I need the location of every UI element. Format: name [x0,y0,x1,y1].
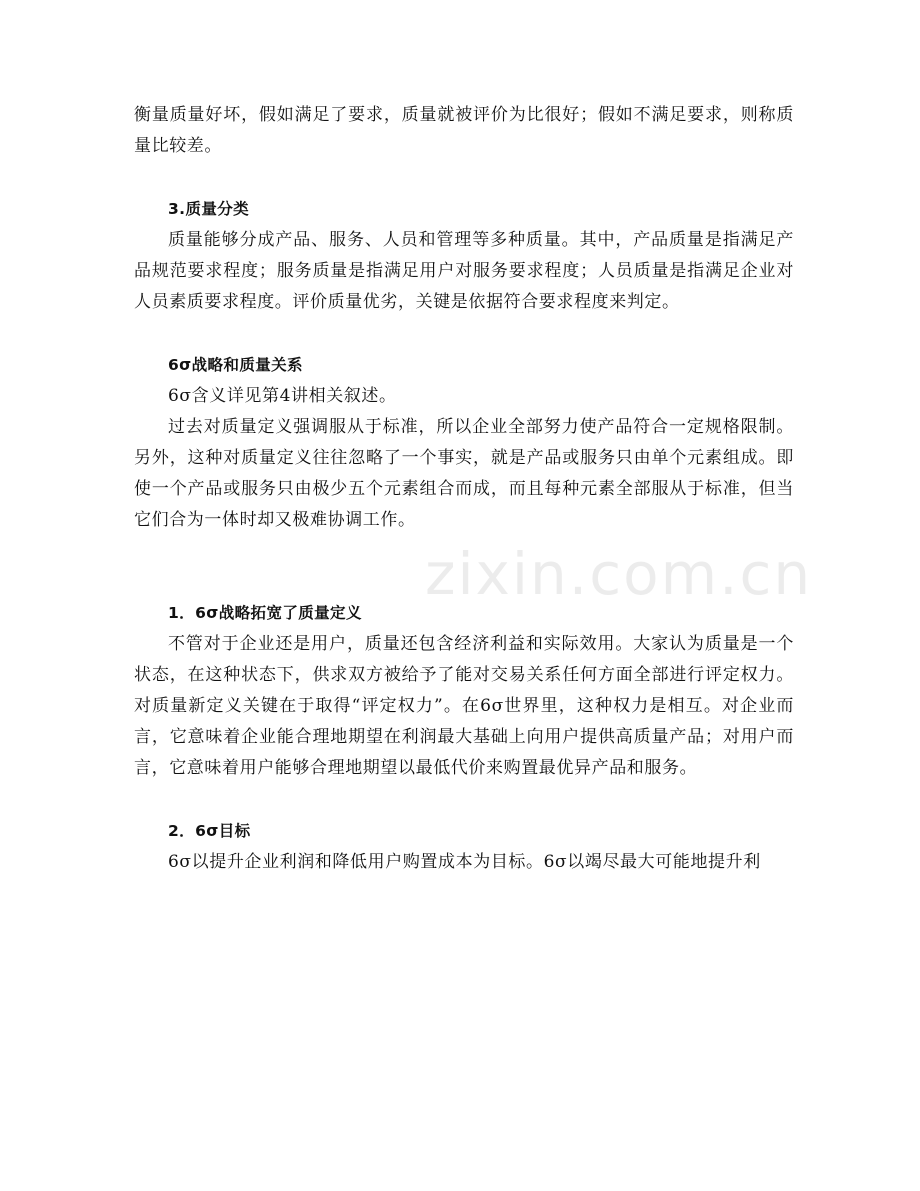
heading-six-sigma-goal: 2．6σ目标 [168,822,251,840]
paragraph-six-sigma-goal: 6σ以提升企业利润和降低用户购置成本为目标。6σ以竭尽最大可能地提升利 [168,852,761,872]
paragraph-six-sigma-meaning: 6σ含义详见第4讲相关叙述。 [168,386,397,406]
paragraph-continuation: 衡量质量好坏，假如满足了要求，质量就被评价为比很好；假如不满足要求，则称质量比较差。 [134,105,794,156]
watermark-logo: zixin.com.cn [425,540,813,608]
heading-six-sigma-relation: 6σ战略和质量关系 [168,356,303,374]
heading-quality-classification: 3.质量分类 [168,200,250,218]
paragraph-expanded-definition: 不管对于企业还是用户，质量还包含经济利益和实际效用。大家认为质量是一个状态，在这种状态下，供求双方被给予了能对交易关系任何方面全部进行评定权力。对质量新定义关键在于取得“评定权力”。在6σ世界里，这种权力是相互。对企业而言，它意味着企业能合理地期望在利润最大基础上向用户提供高质量产品；对用户而言，它意味着用户能够合理地期望以最低代价来购置最优异产品和服务。 [134,634,794,778]
paragraph-past-definition: 过去对质量定义强调服从于标准，所以企业全部努力使产品符合一定规格限制。另外，这种对质量定义往往忽略了一个事实，就是产品或服务只由单个元素组成。即使一个产品或服务只由极少五个元素组合而成，而且每种元素全部服从于标准，但当它们合为一体时却又极难协调工作。 [134,417,794,530]
document-body [134,100,794,878]
paragraph-quality-classification: 质量能够分成产品、服务、人员和管理等多种质量。其中，产品质量是指满足产品规范要求程度；服务质量是指满足用户对服务要求程度；人员质量是指满足企业对人员素质要求程度。评价质量优劣，关键是依据符合要求程度来判定。 [134,230,794,312]
heading-expanded-definition: 1．6σ战略拓宽了质量定义 [168,604,362,622]
